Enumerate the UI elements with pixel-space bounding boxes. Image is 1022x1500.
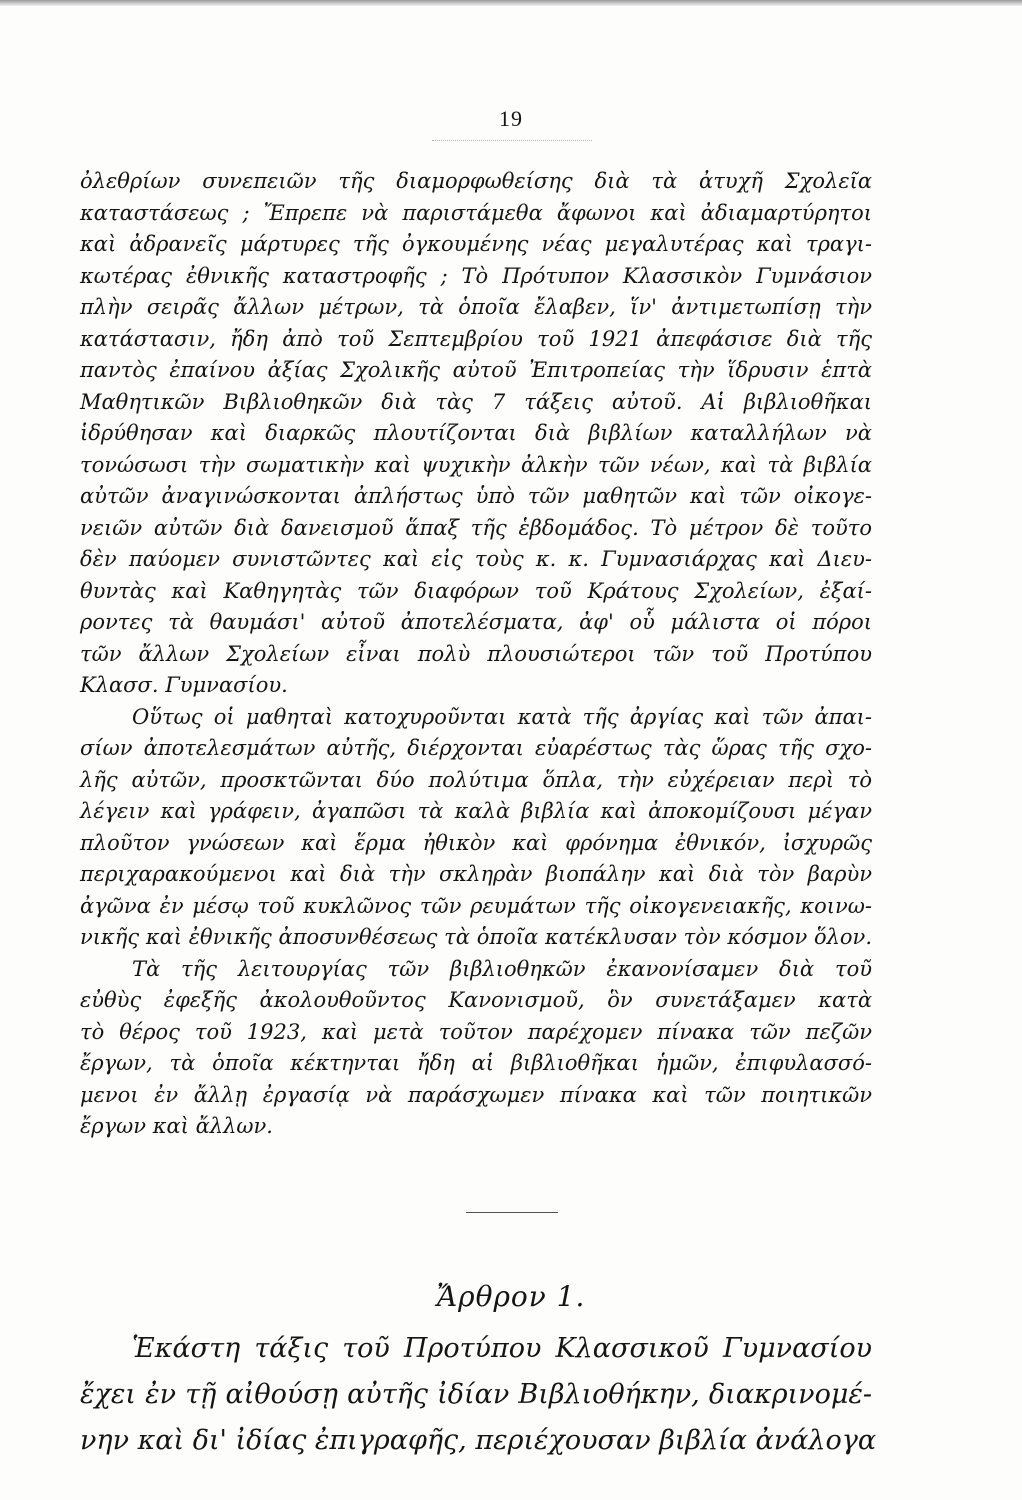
article-line: νην καὶ δι' ἰδίας ἐπιγραφῆς, περιέχουσαν βιβλία ἀνάλογα — [80, 1425, 877, 1456]
page-number: 19 — [499, 106, 523, 131]
paragraph-2-line: Οὕτως οἱ μαθηταὶ κατοχυροῦνται κατὰ τῆς ἀργίας καὶ τῶν ἀπαι- — [132, 704, 872, 729]
paragraph-3-line: τὸ θέρος τοῦ 1923, καὶ μετὰ τοῦτον παρέχομεν πίνακα τῶν πεζῶν — [80, 1019, 872, 1044]
paragraph-2-line: περιχαρακούμενοι καὶ διὰ τὴν σκληρὰν βιοπάλην καὶ διὰ τὸν βαρὺν — [80, 862, 872, 886]
paragraph-3-line: ἔργων καὶ ἄλλων. — [80, 1114, 273, 1138]
paragraph-2-line: λῆς αὐτῶν, προσκτῶνται δύο πολύτιμα ὅπλα, τὴν εὐχέρειαν περὶ τὸ — [80, 767, 872, 792]
paragraph-3-line: μενοι ἐν ἄλλῃ ἐργασίᾳ νὰ παράσχωμεν πίνακα καὶ τῶν ποιητικῶν — [80, 1082, 872, 1107]
paragraph-1-line: κωτέρας ἐθνικῆς καταστροφῆς ; Τὸ Πρότυπον Κλασσικὸν Γυμνάσιον — [80, 263, 872, 288]
section-divider — [466, 1212, 558, 1213]
paragraph-3-line: εὐθὺς ἐφεξῆς ἀκολουθοῦντος Κανονισμοῦ, ὃν συνετάξαμεν κατὰ — [80, 988, 872, 1012]
paragraph-1-line: πλὴν σειρᾶς ἄλλων μέτρων, τὰ ὁποῖα ἔλαβεν, ἵν' ἀντιμετωπίσῃ τὴν — [80, 295, 872, 319]
paragraph-2-line: σίων ἀποτελεσμάτων αὐτῆς, διέρχονται εὐαρέστως τὰς ὥρας τῆς σχο- — [80, 736, 872, 760]
paragraph-2-line: λέγειν καὶ γράφειν, ἀγαπῶσι τὰ καλὰ βιβλία καὶ ἀποκομίζουσι μέγαν — [80, 799, 872, 823]
paragraph-1-line: Κλασσ. Γυμνασίου. — [80, 673, 288, 697]
body-text — [80, 166, 872, 1143]
paragraph-1-line: τῶν ἄλλων Σχολείων εἶναι πολὺ πλουσιώτεροι τῶν τοῦ Προτύπου — [80, 641, 872, 666]
page-number-rule — [432, 140, 592, 141]
paragraph-1-line: παντὸς ἐπαίνου ἀξίας Σχολικῆς αὐτοῦ Ἐπιτροπείας τὴν ἵδρυσιν ἑπτὰ — [80, 358, 872, 382]
paragraph-1-line: θυντὰς καὶ Καθηγητὰς τῶν διαφόρων τοῦ Κράτους Σχολείων, ἐξαί- — [80, 578, 872, 603]
paragraph-1-line: Μαθητικῶν Βιβλιοθηκῶν διὰ τὰς 7 τάξεις αὐτοῦ. Αἱ βιβλιοθῆκαι — [80, 389, 872, 414]
paragraph-1-line: κατάστασιν, ἤδη ἀπὸ τοῦ Σεπτεμβρίου τοῦ 1921 ἀπεφάσισε διὰ τῆς — [80, 326, 872, 351]
article-text — [80, 1326, 877, 1464]
paragraph-2-line: πλοῦτον γνώσεων καὶ ἕρμα ἠθικὸν καὶ φρόνημα ἐθνικόν, ἰσχυρῶς — [80, 830, 872, 855]
paragraph-3-line: ἔργων, τὰ ὁποῖα κέκτηνται ἤδη αἱ βιβλιοθῆκαι ἡμῶν, ἐπιφυλασσό- — [80, 1051, 872, 1075]
paragraph-2-line: νικῆς καὶ ἐθνικῆς ἀποσυνθέσεως τὰ ὁποῖα κατέκλυσαν τὸν κόσμον ὅλον. — [80, 925, 872, 949]
page-top-edge — [0, 0, 1022, 6]
paragraph-1-line: νειῶν αὐτῶν διὰ δανεισμοῦ ἅπαξ τῆς ἑβδομάδος. Τὸ μέτρον δὲ τοῦτο — [80, 515, 872, 540]
paragraph-1-line: ἱδρύθησαν καὶ διαρκῶς πλουτίζονται διὰ βιβλίων καταλλήλων νὰ — [80, 421, 872, 445]
paragraph-3-line: Τὰ τῆς λειτουργίας τῶν βιβλιοθηκῶν ἐκανονίσαμεν διὰ τοῦ — [132, 956, 872, 981]
paragraph-1-line: ροντες τὰ θαυμάσι' αὐτοῦ ἀποτελέσματα, ἀφ' οὗ μάλιστα οἱ πόροι — [80, 610, 872, 634]
paragraph-1-line: ὀλεθρίων συνεπειῶν τῆς διαμορφωθείσης διὰ τὰ ἀτυχῆ Σχολεῖα — [80, 169, 872, 193]
article-heading: Ἄρθρον 1. — [436, 1280, 586, 1313]
article-line: ἔχει ἐν τῇ αἰθούσῃ αὐτῆς ἰδίαν Βιβλιοθήκην, διακρινομέ- — [80, 1379, 872, 1410]
article-line: Ἑκάστη τάξις τοῦ Προτύπου Κλασσικοῦ Γυμνασίου — [132, 1333, 872, 1364]
paragraph-1-line: τονώσωσι τὴν σωματικὴν καὶ ψυχικὴν ἀλκὴν τῶν νέων, καὶ τὰ βιβλία — [80, 452, 872, 477]
paragraph-1-line: καταστάσεως ; Ἔπρεπε νὰ παριστάμεθα ἄφωνοι καὶ ἀδιαμαρτύρητοι — [80, 200, 872, 225]
paragraph-1-line: δὲν παύομεν συνιστῶντες καὶ εἰς τοὺς κ. κ. Γυμνασιάρχας καὶ Διευ- — [80, 547, 872, 571]
paragraph-2-line: ἀγῶνα ἐν μέσῳ τοῦ κυκλῶνος τῶν ρευμάτων τῆς οἰκογενειακῆς, κοινω- — [80, 893, 872, 918]
paragraph-1-line: καὶ ἀδρανεῖς μάρτυρες τῆς ὀγκουμένης νέας μεγαλυτέρας καὶ τραγι- — [80, 232, 872, 256]
paragraph-1-line: αὐτῶν ἀναγινώσκονται ἀπλήστως ὑπὸ τῶν μαθητῶν καὶ τῶν οἰκογε- — [80, 484, 872, 508]
